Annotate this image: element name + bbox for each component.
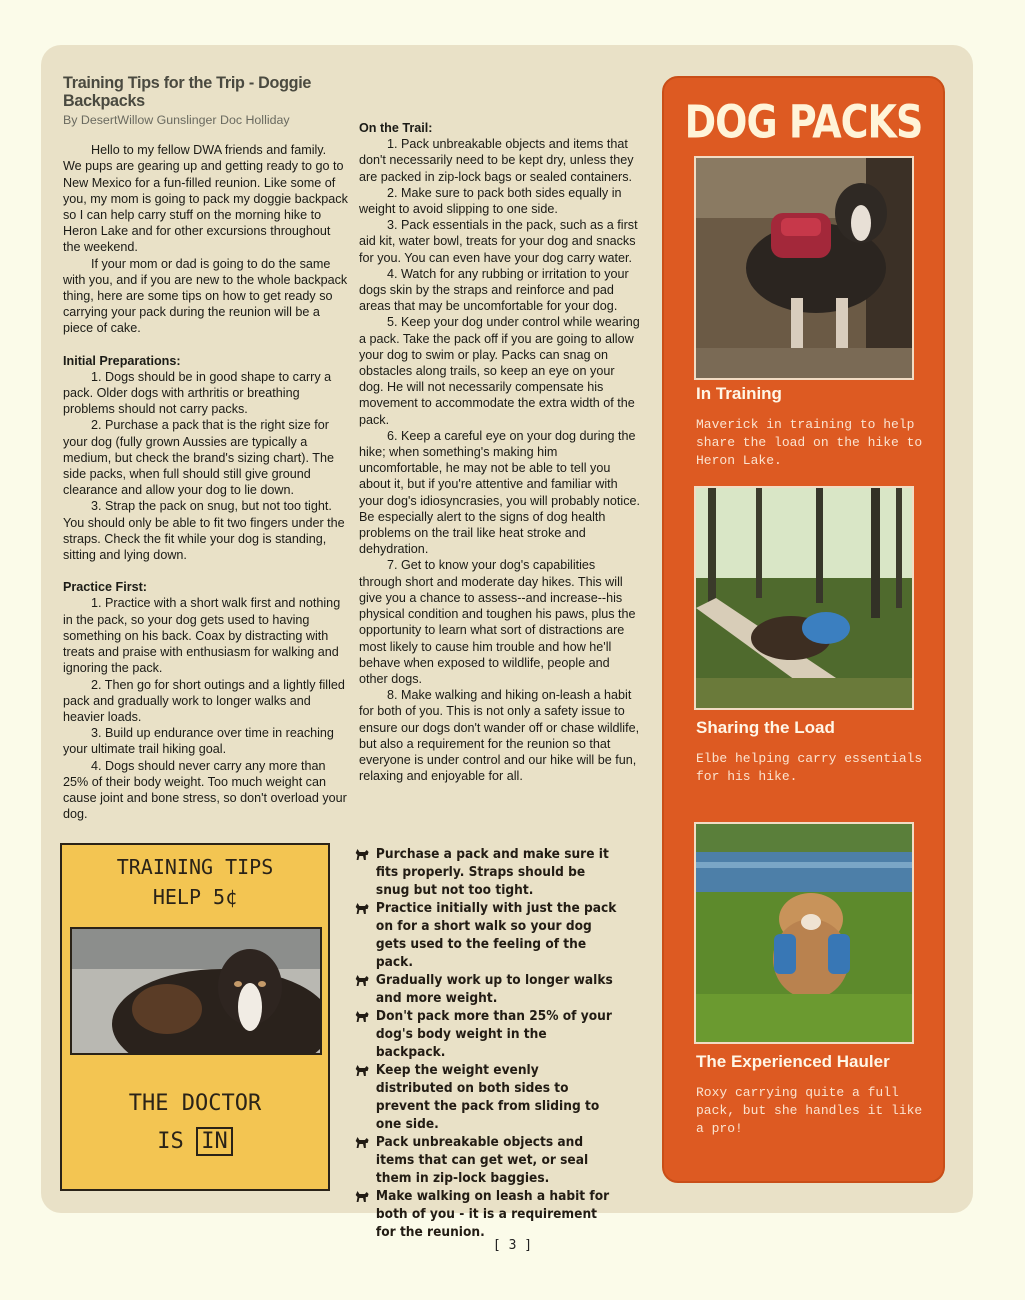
tip-text: Gradually work up to longer walks and more weight. — [375, 973, 613, 1006]
booth-in-sign: IN — [196, 1127, 233, 1156]
tip-item — [352, 972, 619, 1008]
booth-line-4 — [62, 1127, 328, 1156]
article-left-column — [63, 74, 348, 822]
photo-caption: Elbe helping carry essentials for his hike. — [696, 751, 923, 784]
tip-item — [352, 846, 619, 900]
list-item: 1. Pack unbreakable objects and items that don't necessarily need to be kept dry, unless they are packed in zip-lock bags or sealed containers. — [359, 137, 634, 184]
tip-item — [352, 1188, 619, 1242]
section-heading-practice: Practice First: — [63, 580, 147, 595]
tip-text: Make walking on leash a habit for both of you - it is a requirement for the reunion. — [375, 1189, 610, 1240]
booth-line-1: TRAINING TIPS — [116, 855, 274, 879]
dog-bullet-icon — [354, 1189, 371, 1203]
photo-title: Sharing the Load — [696, 718, 835, 737]
intro-paragraph: Hello to my fellow DWA friends and family. We pups are gearing up and getting ready to go to New Mexico for a fun-filled reunion. Like some of you, my mom is going to pack my doggie backpack so I can help carry stuff on the morning hike to Heron Lake and for other excursions throughout the weekend. — [63, 143, 348, 255]
article-middle-column — [359, 80, 641, 784]
booth-line-2: HELP 5¢ — [152, 885, 238, 909]
article-byline: By DesertWillow Gunslinger Doc Holliday — [63, 113, 290, 127]
list-item: 2. Then go for short outings and a lightly filled pack and gradually work to longer walks and heavier loads. — [63, 677, 345, 724]
list-item: 3. Build up endurance over time in reaching your ultimate trail hiking goal. — [63, 726, 334, 757]
dog-bullet-icon — [354, 847, 371, 861]
doctor-booth-illustration — [60, 843, 330, 1191]
tip-text: Practice initially with just the pack on for a short walk so your dog gets used to the feeling of the pack. — [375, 901, 617, 970]
photo-roxy — [694, 822, 914, 1044]
article-title: Training Tips for the Trip - Doggie Backpacks — [63, 73, 312, 110]
page-number: [ 3 ] — [492, 1238, 533, 1253]
tip-text: Keep the weight evenly distributed on both sides to prevent the pack from sliding to one side. — [375, 1063, 600, 1132]
tip-item — [352, 1062, 619, 1134]
dog-bullet-icon — [354, 1009, 371, 1023]
sidebar-heading: DOG PACKS — [684, 95, 923, 149]
list-item: 2. Purchase a pack that is the right size for your dog (fully grown Aussies are typically a medium, but check the brand's sizing chart). The side packs, when full should still give ground clearance and allow your dog to lie down. — [63, 418, 334, 498]
tip-text: Purchase a pack and make sure it fits properly. Straps should be snug but not too tight. — [375, 847, 609, 898]
list-item: 1. Practice with a short walk first and nothing in the pack, so your dog gets used to having something on his back. Coax by distracting with treats and praise with enthusiasm for walking and ignoring the pack. — [63, 596, 341, 676]
list-item: 2. Make sure to pack both sides equally in weight to avoid slipping to one side. — [359, 185, 622, 217]
booth-is-text: IS — [157, 1129, 184, 1154]
list-item: 7. Get to know your dog's capabilities through short and moderate day hikes. This will give you a chance to assess--and increase--his physical condition and toughen his paws, plus the opportunity to learn what sort of distractions are most likely to cause him trouble and how he'll behave when exposed to wildlife, people and other dogs. — [359, 558, 636, 686]
tip-item — [352, 1008, 619, 1062]
dog-portrait — [70, 927, 322, 1055]
tip-item — [352, 900, 619, 972]
list-item: 4. Dogs should never carry any more than 25% of their body weight. Too much weight can cause joint and bone stress, so don't overload your dog. — [63, 758, 347, 822]
booth-line-3: THE DOCTOR — [128, 1091, 262, 1116]
photo-caption: Maverick in training to help share the load on the hike to Heron Lake. — [696, 417, 923, 468]
photo-title: In Training — [696, 384, 782, 403]
list-item: 5. Keep your dog under control while wearing a pack. Take the pack off if you are going to allow your dog to swim or play. Packs can snag on obstacles along trails, so keep an eye on your dog. He will not necessarily compensate his movement to accommodate the extra width of the pack. — [359, 315, 640, 427]
tip-text: Don't pack more than 25% of your dog's body weight in the backpack. — [375, 1009, 612, 1060]
section-heading-trail: On the Trail: — [359, 121, 433, 135]
photo-elbe — [694, 486, 914, 710]
tips-list — [352, 846, 619, 1242]
dog-bullet-icon — [354, 901, 371, 915]
dog-bullet-icon — [354, 973, 371, 987]
photo-maverick — [694, 156, 914, 380]
tip-item — [352, 1134, 619, 1188]
section-heading-preparations: Initial Preparations: — [63, 353, 181, 368]
intro-paragraph: If your mom or dad is going to do the same with you, and if you are new to the whole backpack thing, here are some tips on how to get ready so carrying your pack during the reunion will be a piece of cake. — [63, 256, 348, 336]
tip-text: Pack unbreakable objects and items that can get wet, or seal them in zip-lock baggies. — [375, 1135, 589, 1186]
list-item: 1. Dogs should be in good shape to carry a pack. Older dogs with arthritis or breathing problems should not carry packs. — [63, 369, 332, 417]
dog-bullet-icon — [354, 1135, 371, 1149]
dog-bullet-icon — [354, 1063, 371, 1077]
photo-caption: Roxy carrying quite a full pack, but she handles it like a pro! — [696, 1085, 923, 1136]
list-item: 3. Strap the pack on snug, but not too tight. You should only be able to fit two fingers under the straps. Check the fit while your dog is standing, sitting and lying down. — [63, 499, 345, 563]
list-item: 6. Keep a careful eye on your dog during the hike; when something's making him uncomfortable, he may not be able to tell you about it, but if you're attentive and familiar with your dog's idiosyncrasies, you will probably notice. Be especially alert to the signs of dog health problems on the trail like heat stroke and dehydration. — [359, 428, 641, 557]
list-item: 4. Watch for any rubbing or irritation to your dogs skin by the straps and reinforce and pad areas that may be uncomfortable for your dog. — [359, 266, 629, 314]
dog-packs-sidebar — [662, 76, 945, 1183]
list-item: 3. Pack essentials in the pack, such as a first aid kit, water bowl, treats for your dog and snacks for you. You can even have your dog carry water. — [359, 218, 638, 265]
photo-title: The Experienced Hauler — [696, 1052, 890, 1071]
list-item: 8. Make walking and hiking on-leash a habit for both of you. This is not only a safety issue to ensure our dogs don't wander off or chase wildlife, but also a requirement for the reunion so that everyone is under control and our hike will be fun, relaxing and enjoyable for all. — [359, 688, 640, 784]
